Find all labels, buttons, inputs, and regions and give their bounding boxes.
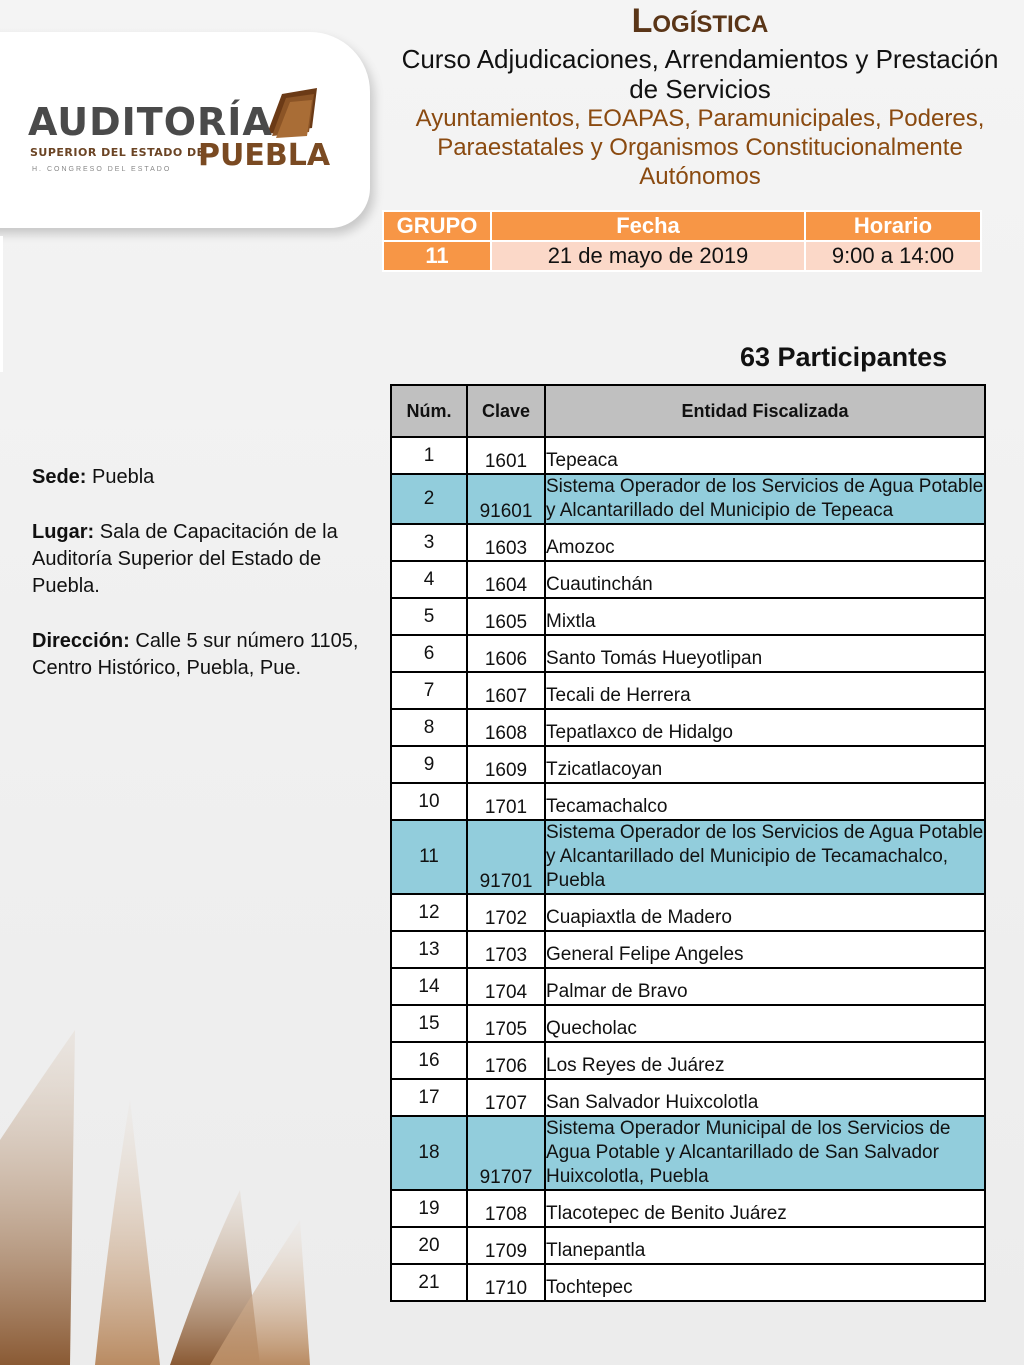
row-num: 11 — [391, 820, 467, 894]
schedule-header-horario: Horario — [805, 211, 981, 241]
row-clave: 1606 — [467, 635, 545, 672]
decorative-shapes — [0, 1020, 380, 1365]
schedule-group: 11 — [383, 241, 491, 271]
table-row — [391, 598, 985, 635]
row-num: 9 — [391, 746, 467, 783]
schedule-table — [382, 210, 982, 272]
logo-subtitle: SUPERIOR DEL ESTADO DE — [30, 146, 205, 159]
table-row — [391, 820, 985, 894]
row-clave: 1608 — [467, 709, 545, 746]
row-entidad: Sistema Operador de los Servicios de Agua Potable y Alcantarillado del Municipio de Tepeaca — [545, 474, 985, 524]
sede-value: Puebla — [86, 466, 155, 488]
row-clave: 91701 — [467, 820, 545, 894]
direccion-value: Calle 5 sur número 1105, Centro Histórico, Puebla, Pue. — [32, 630, 359, 679]
row-entidad: Cuautinchán — [545, 561, 985, 598]
course-title: Curso Adjudicaciones, Arrendamientos y Prestación de Servicios — [401, 44, 999, 104]
row-clave: 1704 — [467, 968, 545, 1005]
row-entidad: Tepatlaxco de Hidalgo — [545, 709, 985, 746]
row-num: 18 — [391, 1116, 467, 1190]
table-header-entidad: Entidad Fiscalizada — [545, 385, 985, 437]
table-row — [391, 437, 985, 474]
row-num: 15 — [391, 1005, 467, 1042]
row-entidad: Palmar de Bravo — [545, 968, 985, 1005]
row-entidad: Quecholac — [545, 1005, 985, 1042]
row-entidad: Tzicatlacoyan — [545, 746, 985, 783]
row-clave: 1607 — [467, 672, 545, 709]
row-entidad: Tecali de Herrera — [545, 672, 985, 709]
info-sede — [32, 464, 372, 491]
table-row — [391, 1005, 985, 1042]
table-row — [391, 1227, 985, 1264]
row-num: 20 — [391, 1227, 467, 1264]
row-entidad: Tlanepantla — [545, 1227, 985, 1264]
lugar-label: Lugar: — [32, 521, 95, 543]
participants-table — [390, 384, 986, 1302]
row-clave: 1701 — [467, 783, 545, 820]
table-row — [391, 1079, 985, 1116]
row-entidad: Sistema Operador Municipal de los Servicios de Agua Potable y Alcantarillado de San Salvador Huixcolotla, Puebla — [545, 1116, 985, 1190]
schedule-header-fecha: Fecha — [491, 211, 805, 241]
schedule-date: 21 de mayo de 2019 — [491, 241, 805, 271]
table-row — [391, 783, 985, 820]
row-entidad: Tecamachalco — [545, 783, 985, 820]
table-row — [391, 1264, 985, 1301]
schedule-time: 9:00 a 14:00 — [805, 241, 981, 271]
row-clave: 1702 — [467, 894, 545, 931]
row-num: 21 — [391, 1264, 467, 1301]
row-entidad: Mixtla — [545, 598, 985, 635]
row-num: 12 — [391, 894, 467, 931]
table-header-clave: Clave — [467, 385, 545, 437]
row-clave: 1710 — [467, 1264, 545, 1301]
row-clave: 1703 — [467, 931, 545, 968]
row-entidad: Cuapiaxtla de Madero — [545, 894, 985, 931]
row-num: 1 — [391, 437, 467, 474]
table-row — [391, 894, 985, 931]
row-entidad: Tlacotepec de Benito Juárez — [545, 1190, 985, 1227]
info-lugar — [32, 519, 372, 600]
row-entidad: Los Reyes de Juárez — [545, 1042, 985, 1079]
row-clave: 1708 — [467, 1190, 545, 1227]
divider — [0, 236, 3, 372]
row-clave: 1705 — [467, 1005, 545, 1042]
table-row — [391, 931, 985, 968]
row-num: 4 — [391, 561, 467, 598]
table-row — [391, 746, 985, 783]
row-clave: 1707 — [467, 1079, 545, 1116]
table-row — [391, 709, 985, 746]
table-row — [391, 474, 985, 524]
table-row — [391, 635, 985, 672]
row-clave: 1609 — [467, 746, 545, 783]
row-num: 13 — [391, 931, 467, 968]
row-entidad: San Salvador Huixcolotla — [545, 1079, 985, 1116]
row-entidad: Tepeaca — [545, 437, 985, 474]
row-clave: 1601 — [467, 437, 545, 474]
row-clave: 1604 — [467, 561, 545, 598]
row-num: 7 — [391, 672, 467, 709]
logo-congress: H. CONGRESO DEL ESTADO — [32, 166, 172, 173]
row-clave: 91601 — [467, 474, 545, 524]
table-row — [391, 561, 985, 598]
row-num: 6 — [391, 635, 467, 672]
direccion-label: Dirección: — [32, 630, 130, 652]
row-num: 10 — [391, 783, 467, 820]
row-num: 17 — [391, 1079, 467, 1116]
info-direccion — [32, 628, 377, 682]
row-num: 2 — [391, 474, 467, 524]
row-entidad: General Felipe Angeles — [545, 931, 985, 968]
row-clave: 91707 — [467, 1116, 545, 1190]
row-clave: 1603 — [467, 524, 545, 561]
row-num: 14 — [391, 968, 467, 1005]
row-entidad: Santo Tomás Hueyotlipan — [545, 635, 985, 672]
schedule-header-grupo: GRUPO — [383, 211, 491, 241]
table-row — [391, 1190, 985, 1227]
table-row — [391, 524, 985, 561]
lugar-value: Sala de Capacitación de la Auditoría Superior del Estado de Puebla. — [32, 521, 338, 597]
row-clave: 1605 — [467, 598, 545, 635]
logo-puebla: PUEBLA — [198, 138, 331, 173]
row-num: 16 — [391, 1042, 467, 1079]
row-entidad: Amozoc — [545, 524, 985, 561]
table-row — [391, 1116, 985, 1190]
table-row — [391, 1042, 985, 1079]
row-clave: 1709 — [467, 1227, 545, 1264]
row-clave: 1706 — [467, 1042, 545, 1079]
page-title: Logística — [631, 2, 769, 40]
row-num: 19 — [391, 1190, 467, 1227]
logo-auditoria: AUDITORÍA — [28, 100, 273, 144]
table-row — [391, 968, 985, 1005]
table-header-num: Núm. — [391, 385, 467, 437]
entities-subtitle: Ayuntamientos, EOAPAS, Paramunicipales, Poderes, Paraestatales y Organismos Constitucionalmente Autónomos — [415, 105, 985, 190]
row-num: 5 — [391, 598, 467, 635]
row-num: 3 — [391, 524, 467, 561]
row-entidad: Tochtepec — [545, 1264, 985, 1301]
participants-count: 63 Participantes — [740, 342, 948, 372]
row-num: 8 — [391, 709, 467, 746]
row-entidad: Sistema Operador de los Servicios de Agua Potable y Alcantarillado del Municipio de Tecamachalco, Puebla — [545, 820, 985, 894]
table-row — [391, 672, 985, 709]
sede-label: Sede: — [32, 466, 87, 488]
